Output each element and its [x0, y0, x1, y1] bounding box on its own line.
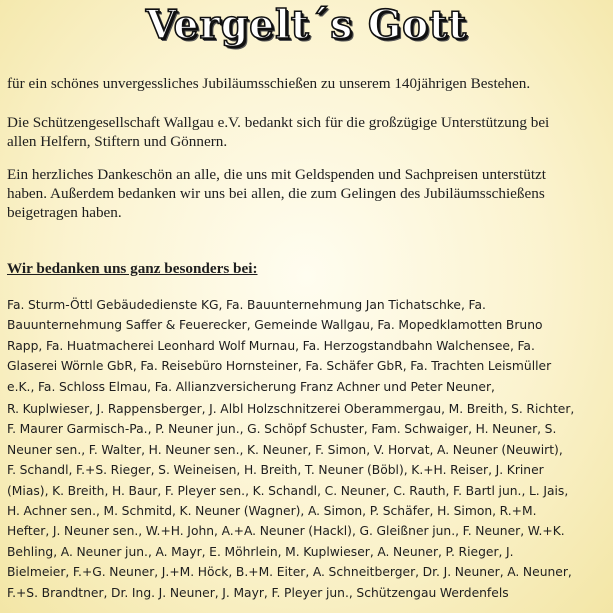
- text-line: haben. Außerdem bedanken wir uns bei allen, die zum Gelingen des Jubiläumsschießens: [7, 185, 545, 202]
- text-line: allen Helfern, Stiftern und Gönnern.: [7, 133, 228, 150]
- list-line: Fa. Sturm-Öttl Gebäudedienste KG, Fa. Bauunternehmung Jan Tichatschke, Fa.: [7, 298, 486, 312]
- list-line: R. Kuplwieser, J. Rappensberger, J. Albl Holzschnitzerei Oberammergau, M. Breith, S. Richter,: [7, 402, 575, 416]
- list-line: Hefter, J. Neuner sen., W.+H. John, A.+A. Neuner (Hackl), G. Gleißner jun., F. Neuner, W.+K.: [7, 524, 565, 539]
- list-line: H. Achner sen., M. Schmitd, K. Neuner (Wagner), A. Simon, P. Schäfer, H. Simon, R.+M.: [7, 504, 537, 519]
- list-line: F.+S. Brandtner, Dr. Ing. J. Neuner, J. Mayr, F. Pleyer jun., Schützengau Werdenfels: [7, 585, 509, 600]
- list-line: Bauunternehmung Saffer & Feuerecker, Gemeinde Wallgau, Fa. Mopedklamotten Bruno: [7, 318, 543, 333]
- list-line: F. Maurer Garmisch-Pa., P. Neuner jun., G. Schöpf Schuster, Fam. Schwaiger, H. Neuner, S.: [7, 422, 557, 437]
- list-line: Behling, A. Neuner jun., A. Mayr, E. Möhrlein, M. Kuplwieser, A. Neuner, P. Rieger, J.: [7, 544, 514, 559]
- special-thanks-heading: Wir bedanken uns ganz besonders bei:: [7, 260, 258, 277]
- text-line: Die Schützengesellschaft Wallgau e.V. bedankt sich für die großzügige Unterstützung bei: [7, 114, 550, 131]
- intro-paragraph: für ein schönes unvergessliches Jubiläumsschießen zu unserem 140jährigen Bestehen.: [7, 75, 531, 92]
- list-line: Bielmeier, F.+G. Neuner, J.+M. Höck, B.+M. Eiter, A. Schneitberger, Dr. J. Neuner, A. Neuner,: [7, 565, 572, 580]
- list-line: Rapp, Fa. Huatmacherei Leonhard Wolf Murnau, Fa. Herzogstandbahn Walchensee, Fa.: [7, 338, 535, 353]
- page-title: Vergelt´s Gott: [145, 2, 468, 48]
- list-line: Neuner sen., F. Walter, H. Neuner sen., K. Neuner, F. Simon, V. Horvat, A. Neuner (Neuwirt),: [7, 442, 563, 457]
- donors-paragraph: [7, 165, 607, 222]
- company-list: [7, 295, 611, 397]
- text-line: Ein herzliches Dankeschön an alle, die uns mit Geldspenden und Sachpreisen unterstützt: [7, 166, 547, 183]
- list-line: Glaserei Wörnle GbR, Fa. Reisebüro Hornsteiner, Fa. Schäfer GbR, Fa. Trachten Leismüller: [7, 359, 552, 374]
- thanks-paragraph: [7, 113, 607, 151]
- list-line: e.K., Fa. Schloss Elmau, Fa. Allianzversicherung Franz Achner und Peter Neuner,: [7, 379, 495, 394]
- person-list: [7, 399, 611, 603]
- text-line: beigetragen haben.: [7, 204, 122, 221]
- list-line: F. Schandl, F.+S. Rieger, S. Weineisen, H. Breith, T. Neuner (Böbl), K.+H. Reiser, J. Kriner: [7, 463, 544, 478]
- list-line: (Mias), K. Breith, H. Baur, F. Pleyer sen., K. Schandl, C. Neuner, C. Rauth, F. Bartl jun., L. Jais,: [7, 483, 569, 498]
